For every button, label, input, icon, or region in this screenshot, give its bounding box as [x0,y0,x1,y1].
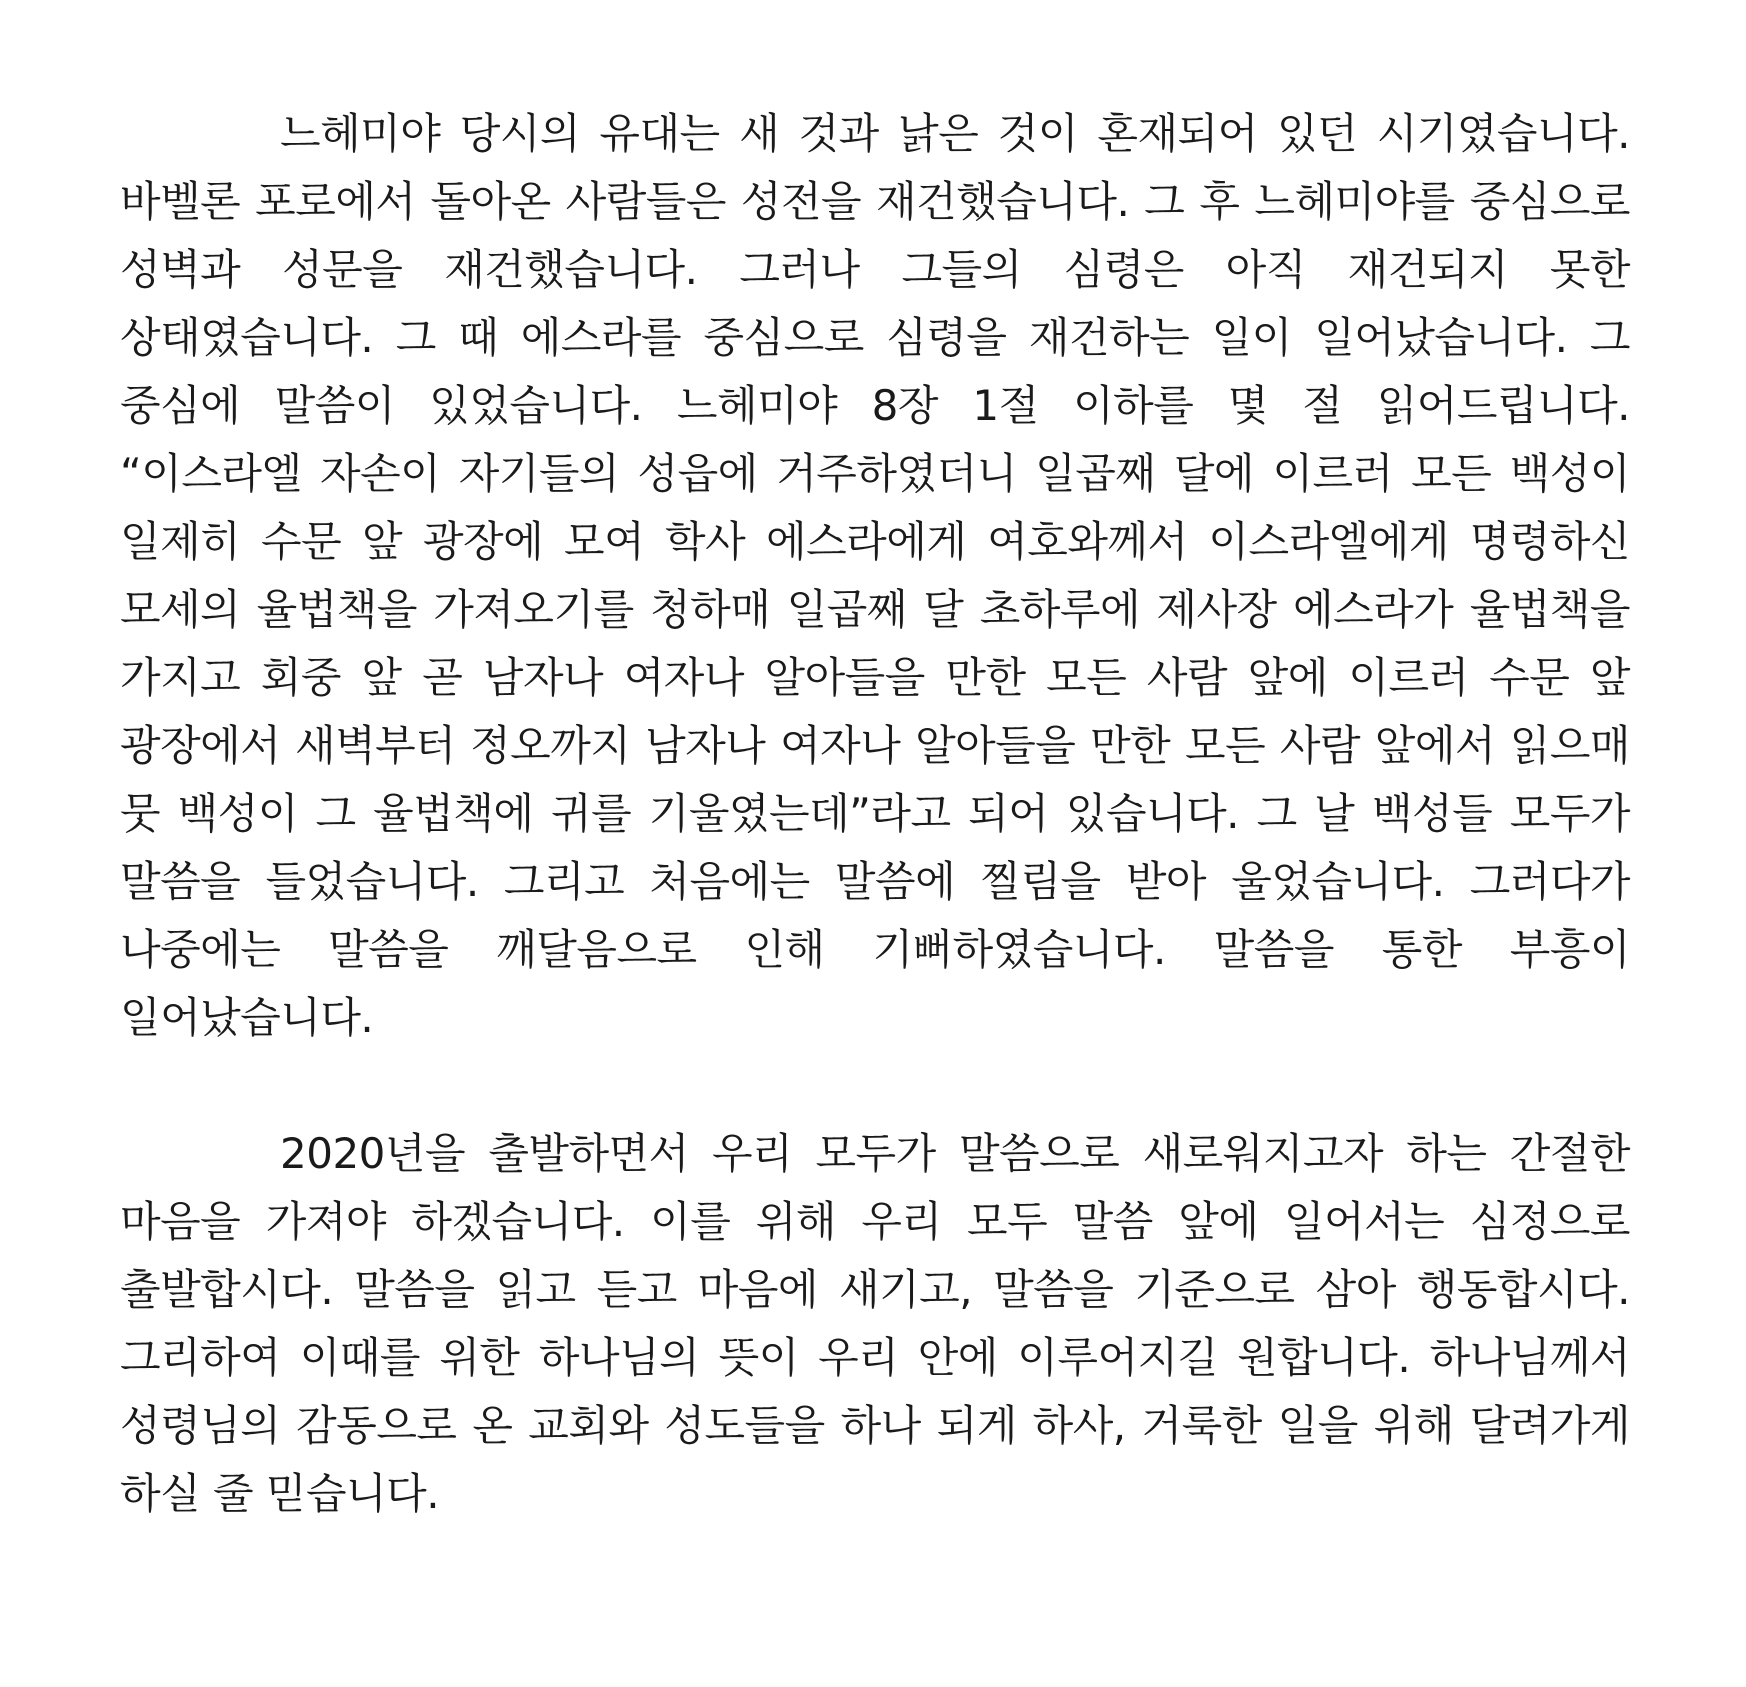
paragraph-2: 2020년을 출발하면서 우리 모두가 말씀으로 새로워지고자 하는 간절한 마음을 가져야 하겠습니다. 이를 위해 우리 모두 말씀 앞에 일어서는 심정으로 출발합시다. 말씀을 읽고 듣고 마음에 새기고, 말씀을 기준으로 삼아 행동합시다. 그리하여 이때를 위한 하나님의 뜻이 우리 안에 이루어지길 원합니다. 하나님께서 성령님의 감동으로 온 교회와 성도들을 하나 되게 하사, 거룩한 일을 위해 달려가게 하실 줄 믿습니다. [120,1129,1630,1518]
document-page [120,100,1630,1528]
paragraph-1: 느헤미야 당시의 유대는 새 것과 낡은 것이 혼재되어 있던 시기였습니다. 바벨론 포로에서 돌아온 사람들은 성전을 재건했습니다. 그 후 느헤미야를 중심으로 성벽과 성문을 재건했습니다. 그러나 그들의 심령은 아직 재건되지 못한 상태였습니다. 그 때 에스라를 중심으로 심령을 재건하는 일이 일어났습니다. 그 중심에 말씀이 있었습니다. 느헤미야 8장 1절 이하를 몇 절 읽어드립니다. “이스라엘 자손이 자기들의 성읍에 거주하였더니 일곱째 달에 이르러 모든 백성이 일제히 수문 앞 광장에 모여 학사 에스라에게 여호와께서 이스라엘에게 명령하신 모세의 율법책을 가져오기를 청하매 일곱째 달 초하루에 제사장 에스라가 율법책을 가지고 회중 앞 곧 남자나 여자나 알아들을 만한 모든 사람 앞에 이르러 수문 앞 광장에서 새벽부터 정오까지 남자나 여자나 알아들을 만한 모든 사람 앞에서 읽으매 뭇 백성이 그 율법책에 귀를 기울였는데”라고 되어 있습니다. 그 날 백성들 모두가 말씀을 들었습니다. 그리고 처음에는 말씀에 찔림을 받아 울었습니다. 그러다가 나중에는 말씀을 깨달음으로 인해 기뻐하였습니다. 말씀을 통한 부흥이 일어났습니다. [120,109,1630,1042]
